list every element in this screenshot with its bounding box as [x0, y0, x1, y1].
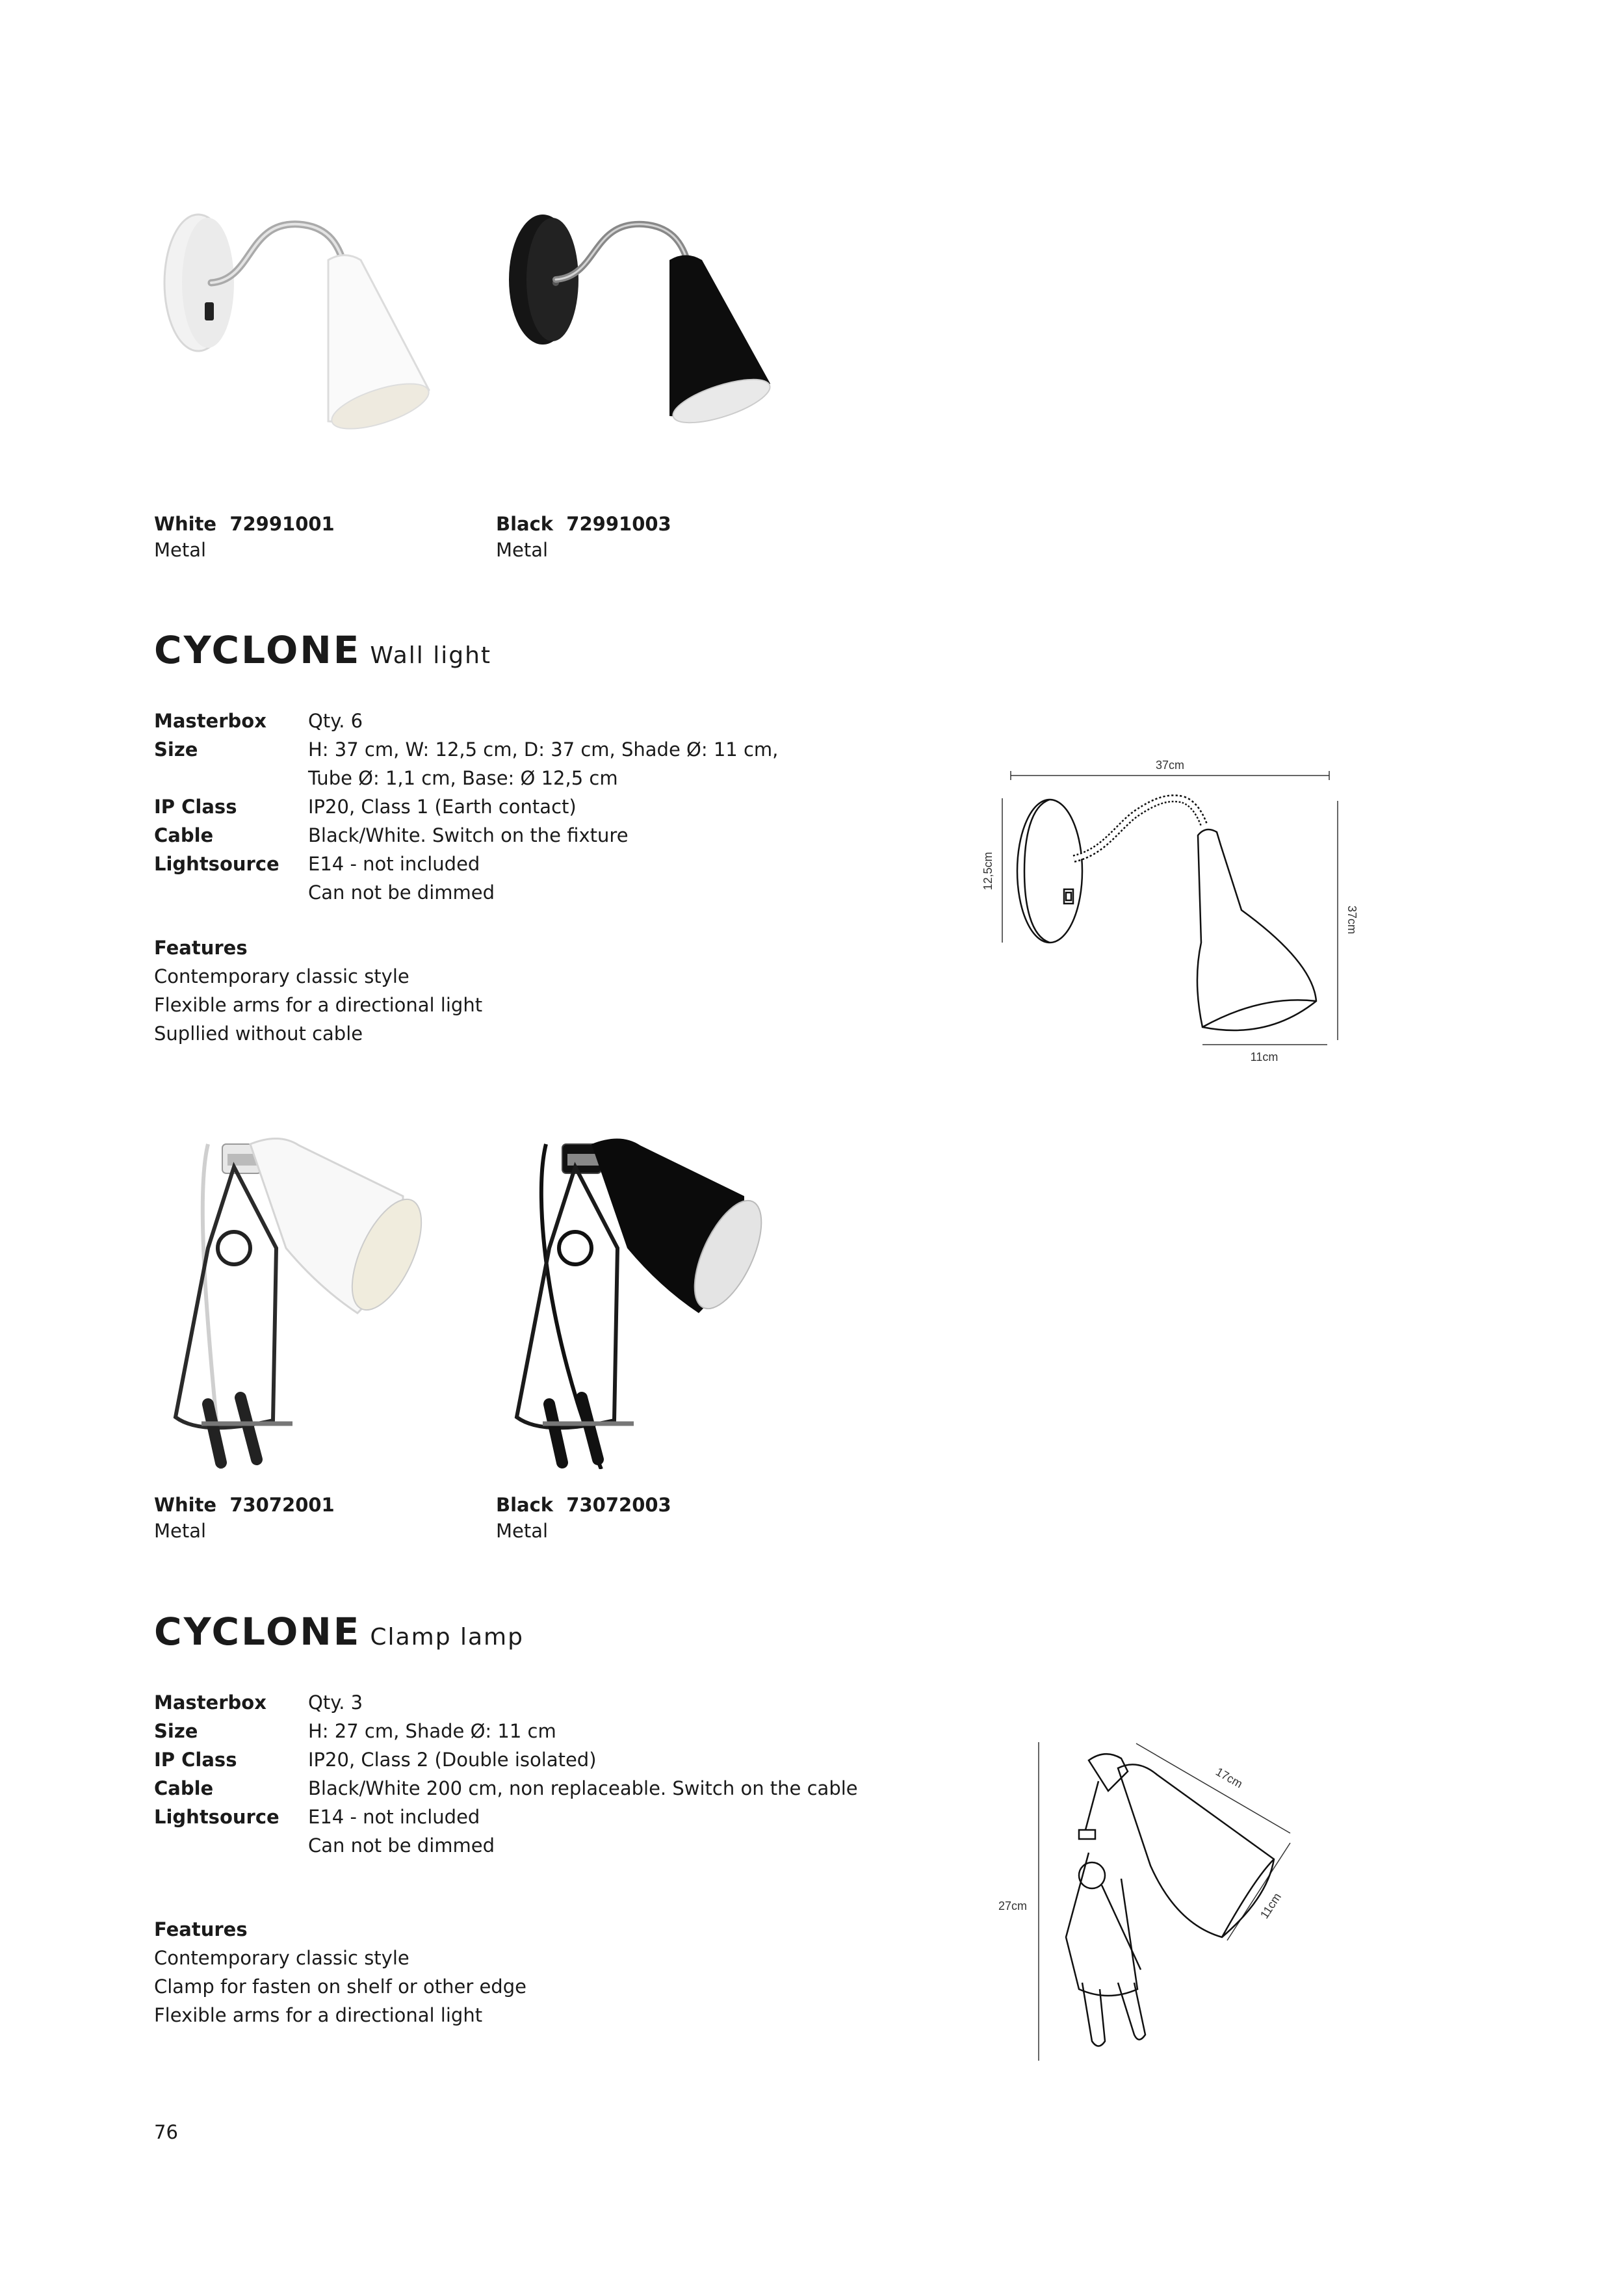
wall-light-spec-table — [154, 707, 902, 907]
spec-row — [154, 1745, 902, 1774]
page-number: 76 — [154, 2121, 178, 2143]
spec-value: E14 - not included Can not be dimmed — [308, 853, 495, 904]
variant-color: Black — [496, 513, 554, 535]
variant-material: Metal — [496, 1520, 549, 1542]
dim-width-label: 37cm — [1155, 759, 1185, 772]
variant-code: 72991003 — [566, 513, 671, 535]
dim-height-label: 27cm — [998, 1899, 1028, 1912]
features-heading: Features — [154, 937, 248, 959]
clamp-lamp-features — [154, 1915, 902, 2029]
feature-item: Flexible arms for a directional light — [154, 2004, 483, 2026]
wall-light-black-photo — [494, 195, 799, 442]
spec-row — [154, 1803, 902, 1860]
dim-length-line — [1136, 1743, 1290, 1833]
spec-value: Qty. 6 — [308, 710, 363, 732]
variant-material: Metal — [496, 539, 549, 561]
variant-material: Metal — [154, 1520, 207, 1542]
dim-height-label: 37cm — [1345, 905, 1358, 935]
spec-row — [154, 707, 902, 735]
spec-label: IP Class — [154, 796, 237, 818]
variant-code: 73072001 — [229, 1494, 335, 1516]
spec-row — [154, 792, 902, 821]
wall-light-black-caption — [496, 511, 671, 563]
variant-code: 73072003 — [566, 1494, 671, 1516]
product-type: Wall light — [370, 642, 492, 669]
spec-row — [154, 821, 902, 850]
spec-label: Size — [154, 738, 198, 761]
clamp-lamp-white-caption — [154, 1492, 335, 1544]
product-name: CYCLONE — [154, 1610, 361, 1654]
clamp-lamp-dimension-diagram — [988, 1723, 1352, 2087]
variant-code: 72991001 — [229, 513, 335, 535]
spec-value: IP20, Class 2 (Double isolated) — [308, 1749, 597, 1771]
wall-light-dimension-diagram — [962, 748, 1391, 1079]
spec-label: Cable — [154, 824, 214, 846]
wall-light-white-photo — [149, 195, 455, 442]
variant-material: Metal — [154, 539, 207, 561]
feature-item: Supllied without cable — [154, 1023, 363, 1045]
spec-value: H: 37 cm, W: 12,5 cm, D: 37 cm, Shade Ø: 11 cm, Tube Ø: 1,1 cm, Base: Ø 12,5 cm — [308, 738, 779, 789]
spec-row — [154, 850, 902, 907]
clamp-lamp-black-caption — [496, 1492, 671, 1544]
clamp-lamp-black-photo — [504, 1118, 777, 1469]
features-heading: Features — [154, 1918, 248, 1940]
spec-label: Lightsource — [154, 853, 279, 875]
variant-color: White — [154, 1494, 217, 1516]
wall-light-title — [154, 627, 491, 679]
feature-item: Clamp for fasten on shelf or other edge — [154, 1976, 526, 1998]
variant-color: White — [154, 513, 217, 535]
wall-light-line-drawing — [1017, 798, 1316, 1030]
spec-row — [154, 735, 902, 792]
spec-label: Masterbox — [154, 710, 266, 732]
clamp-lamp-line-drawing — [1066, 1754, 1274, 2046]
spec-label: Size — [154, 1720, 198, 1742]
spec-value: E14 - not included Can not be dimmed — [308, 1806, 495, 1857]
spec-label: Masterbox — [154, 1691, 266, 1714]
product-name: CYCLONE — [154, 628, 361, 672]
feature-item: Contemporary classic style — [154, 965, 409, 987]
clamp-lamp-spec-table — [154, 1688, 902, 1860]
wall-light-white-caption — [154, 511, 335, 563]
spec-value: Qty. 3 — [308, 1691, 363, 1714]
spec-row — [154, 1774, 902, 1803]
wall-light-features — [154, 933, 902, 1048]
spec-row — [154, 1717, 902, 1745]
spec-value: IP20, Class 1 (Earth contact) — [308, 796, 577, 818]
variant-color: Black — [496, 1494, 554, 1516]
feature-item: Contemporary classic style — [154, 1947, 409, 1969]
spec-label: IP Class — [154, 1749, 237, 1771]
clamp-lamp-white-photo — [162, 1118, 435, 1469]
spec-label: Cable — [154, 1777, 214, 1799]
dim-shade-label: 11cm — [1250, 1050, 1279, 1063]
dim-shade-line — [1227, 1843, 1290, 1940]
spec-label: Lightsource — [154, 1806, 279, 1828]
clamp-lamp-title — [154, 1609, 524, 1660]
dim-shade-label: 11cm — [1257, 1890, 1284, 1922]
spec-value: Black/White. Switch on the fixture — [308, 824, 629, 846]
spec-value: Black/White 200 cm, non replaceable. Switch on the cable — [308, 1777, 858, 1799]
spec-value: H: 27 cm, Shade Ø: 11 cm — [308, 1720, 556, 1742]
dim-length-label: 17cm — [1213, 1765, 1245, 1791]
product-type: Clamp lamp — [370, 1624, 524, 1650]
dim-base-label: 12,5cm — [981, 852, 994, 891]
spec-row — [154, 1688, 902, 1717]
feature-item: Flexible arms for a directional light — [154, 994, 483, 1016]
dim-width-line — [1011, 771, 1329, 780]
